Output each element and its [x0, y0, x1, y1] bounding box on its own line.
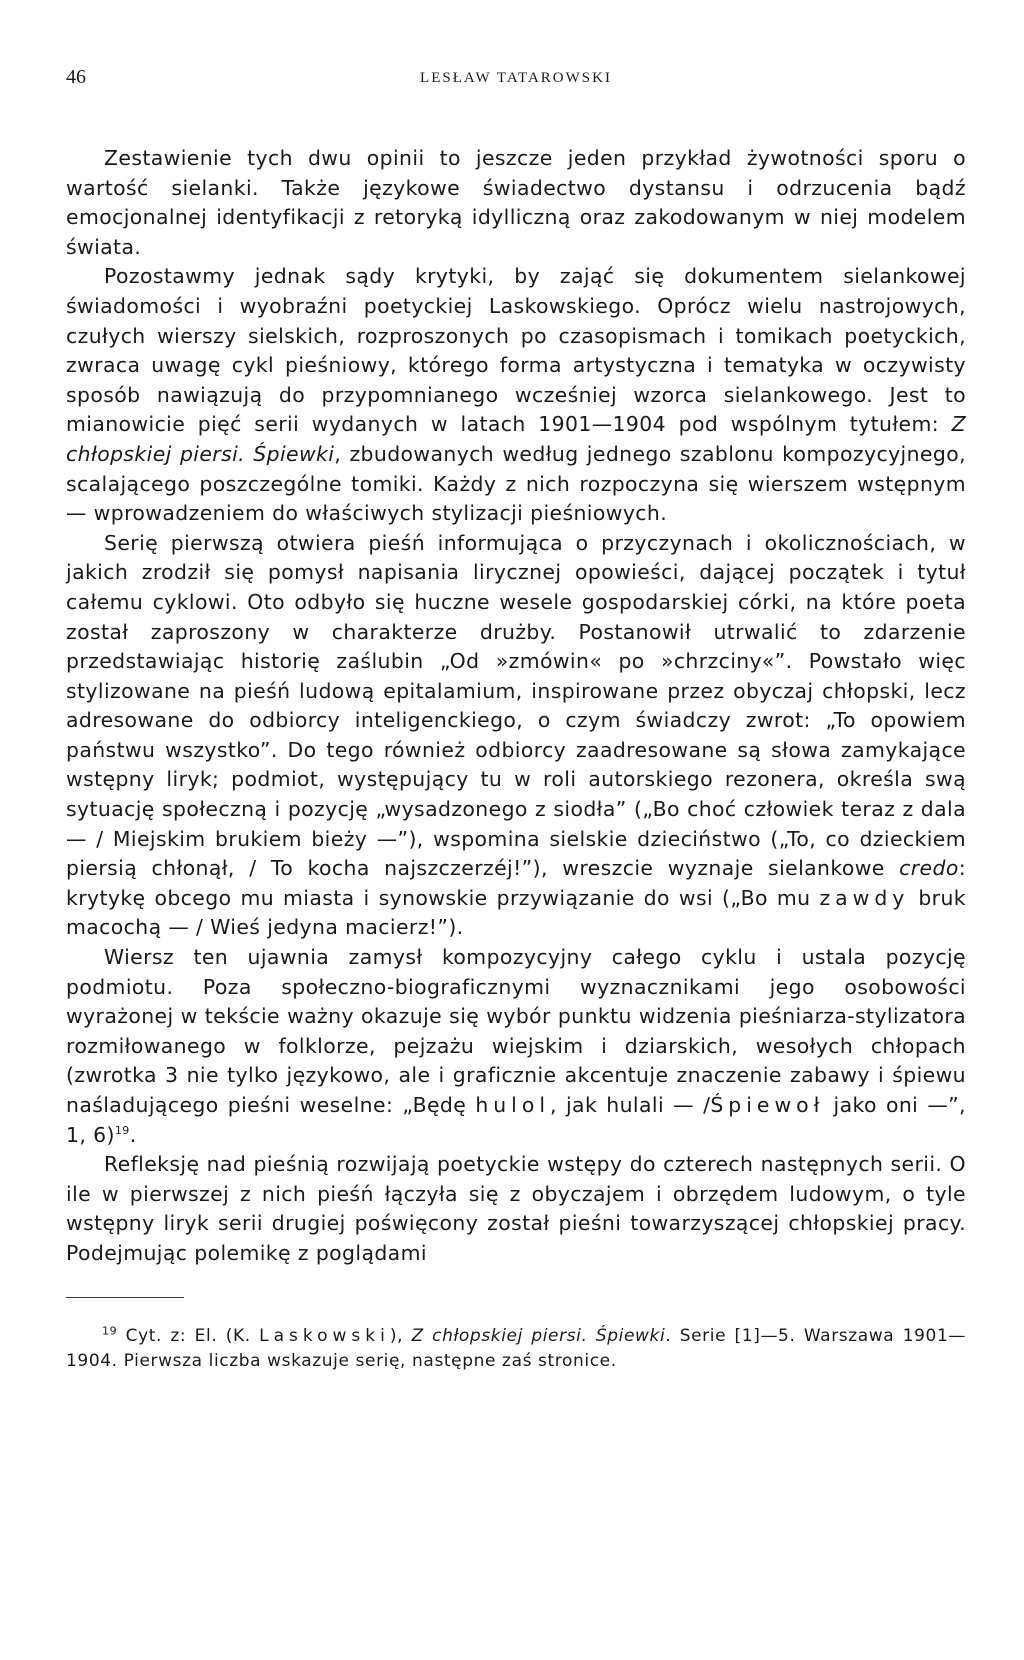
page-number: 46 [66, 66, 86, 88]
footnote [66, 1324, 966, 1374]
spaced-emphasis: hulol [475, 1093, 550, 1117]
text-run: , jak hulali — / [549, 1093, 711, 1117]
italic-span: Z chłopskiej piersi. Śpiewki [411, 1325, 666, 1346]
text-run: Cyt. z: El. (K. [117, 1325, 260, 1346]
footnote-marker: 19 [114, 1123, 130, 1137]
text-run: . [129, 1122, 137, 1147]
spaced-emphasis: zawdy [819, 885, 910, 910]
paragraph [66, 943, 966, 1150]
spaced-emphasis: Śpiewoł [710, 1093, 825, 1117]
text-run: Pozostawmy jednak sądy krytyki, by zająć się dokumentem sielankowej świadomości i wyobraźni poetyckiej Laskowskiego. Oprócz wielu nastrojowych, czułych wierszy sielskich, rozproszonych po czasopismach i tomikach poetyckich, zwraca uwagę cykl pieśniowy, którego forma artystyczna i tematyka w oczywisty sposób nawiązują do przypomnianego wcześniej wzorca sielankowego. Jest to mianowicie pięć serii wydanych w latach 1901—1904 pod wspólnym tytułem: [66, 264, 966, 437]
document-page [66, 56, 966, 1374]
paragraph [66, 262, 966, 528]
italic-span: credo [899, 856, 959, 881]
text-run: jako oni —”, 1, 6) [66, 1093, 966, 1147]
paragraph [66, 1150, 966, 1268]
text-run: ), [389, 1325, 412, 1346]
running-head [66, 56, 966, 96]
text-run: , zbudowanych według jednego szablonu kompozycyjnego, scalającego poszczególne tomiki. Każdy z nich rozpoczyna się wierszem wstępnym — wprowadzeniem do właściwych stylizacji pieśniowych. [66, 441, 966, 526]
header-author: LESŁAW TATAROWSKI [420, 70, 612, 86]
body-text [66, 144, 966, 1269]
paragraph [66, 529, 966, 943]
text-run: : krytykę obcego mu miasta i synowskie przywiązanie do wsi („Bo mu [66, 856, 966, 910]
text-run: Refleksję nad pieśnią rozwijają poetyckie wstępy do czterech następnych serii. O ile w pierwszej z nich pieśń łączyła się z obyczajem i obrzędem ludowym, o tyle wstępny liryk serii drugiej poświęcony został pieśni towarzyszącej chłopskiej pracy. Podejmując polemikę z poglądami [66, 1152, 966, 1265]
text-run: . Serie [1]—5. Warszawa 1901—1904. Pierwsza liczba wskazuje serię, następne zaś stronice. [66, 1325, 966, 1371]
text-run: Wiersz ten ujawnia zamysł kompozycyjny całego cyklu i ustala pozycję podmiotu. Poza społeczno-biograficznymi wyznacznikami jego osobowości wyrażonej w tekście ważny okazuje się wybór punktu widzenia pieśniarza-stylizatora rozmiłowanego w folklorze, pejzażu wiejskim i dziarskich, wesołych chłopach (zwrotka 3 nie tylko językowo, ale i graficznie akcentuje znaczenie zabawy i śpiewu naśladującego pieśni weselne: „Będę [66, 945, 966, 1117]
footnotes [66, 1324, 966, 1374]
footnote-divider [66, 1297, 184, 1298]
italic-span: Z chłopskiej piersi. Śpiewki [66, 412, 966, 466]
footnote-marker: 19 [102, 1323, 118, 1337]
spaced-emphasis: Laskowski [259, 1325, 390, 1346]
paragraph [66, 144, 966, 262]
text-run: bruk macochą — / Wieś jedyna macierz!”). [66, 885, 966, 940]
text-run: Serię pierwszą otwiera pieśń informująca o przyczynach i okolicznościach, w jakich zrodził się pomysł napisania lirycznej opowieści, dającej początek i tytuł całemu cyklowi. Oto odbyło się huczne wesele gospodarskiej córki, na które poeta został zaproszony w charakterze drużby. Postanowił utrwalić to zdarzenie przedstawiając historię zaślubin „Od »zmówin« po »chrzciny«”. Powstało więc stylizowane na pieśń ludową epitalamium, inspirowane przez obyczaj chłopski, lecz adresowane do odbiorcy inteligenckiego, o czym świadczy zwrot: „To opowiem państwu wszystko”. Do tego również odbiorcy zaadresowane są słowa zamykające wstępny liryk; podmiot, występujący tu w roli autorskiego rezonera, określa swą sytuację społeczną i pozycję „wysadzonego z siodła” („Bo choć człowiek teraz z dala — / Miejskim brukiem bieży —”), wspomina sielskie dzieciństwo („To, co dzieckiem piersią chłonął, / To kocha najszczerzéj!”), wreszcie wyznaje sielankowe [66, 530, 966, 881]
text-run: Zestawienie tych dwu opinii to jeszcze jeden przykład żywotności sporu o wartość sielanki. Także językowe świadectwo dystansu i odrzucenia bądź emocjonalnej identyfikacji z retoryką idylliczną oraz zakodowanym w niej modelem świata. [66, 146, 966, 259]
